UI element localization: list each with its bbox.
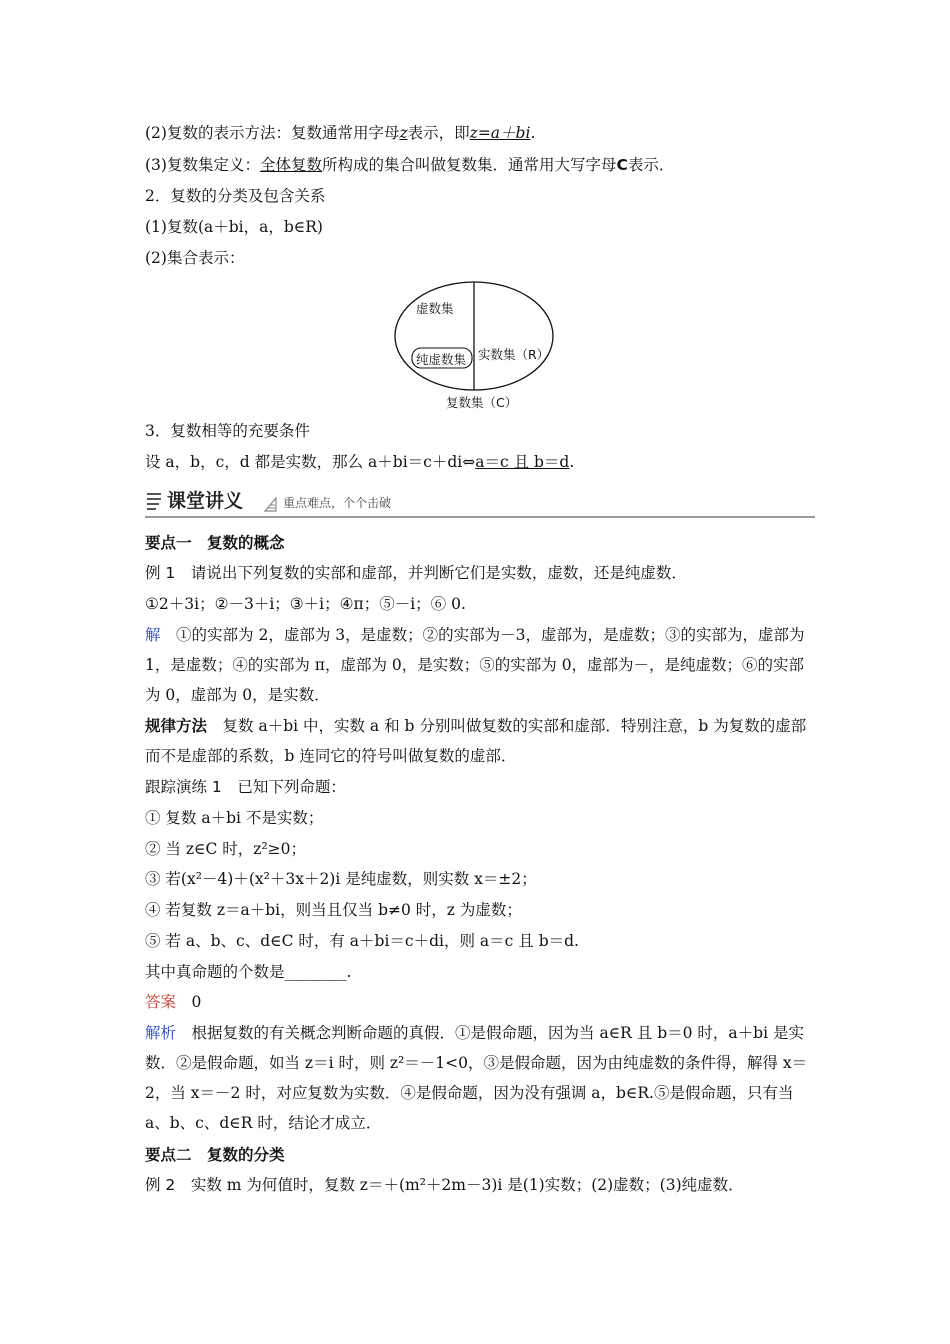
analysis <box>145 1018 815 1140</box>
drill-label: 跟踪演练 1 <box>145 778 222 796</box>
set-diagram <box>385 275 565 415</box>
example1-items: ①2＋3i；②－3＋i；③＋i；④π；⑤－i；⑥ 0. <box>145 595 466 613</box>
rule-text: 复数 a＋bi 中，实数 a 和 b 分别叫做复数的实部和虚部．特别注意，b 为复数的虚部而不是虚部的系数，b 连同它的符号叫做复数的虚部． <box>145 717 807 765</box>
heading-equality: 3．复数相等的充要条件 <box>145 422 310 440</box>
drill1 <box>145 772 815 802</box>
banner-triangle-icon <box>263 495 277 513</box>
text: (2)复数的表示方法：复数通常用字母 <box>145 124 400 142</box>
answer <box>145 987 815 1017</box>
analysis-label: 解析 <box>145 1024 177 1042</box>
answer-label: 答案 <box>145 993 177 1011</box>
text: 表示． <box>627 156 675 174</box>
text: (3)复数集定义： <box>145 156 260 174</box>
example-text: 实数 m 为何值时，复数 z＝＋(m²＋2m－3)i 是(1)实数；(2)虚数；(3)纯虚数． <box>190 1176 744 1194</box>
section-banner <box>145 488 815 518</box>
section2-heading: 要点二 复数的分类 <box>145 1146 285 1164</box>
banner-rule <box>145 516 815 518</box>
drill-text: 已知下列命题： <box>237 778 346 796</box>
proposition-3: ③ 若(x²－4)＋(x²＋3x＋2)i 是纯虚数，则实数 x＝±2； <box>145 870 537 888</box>
example-label: 例 1 <box>145 564 176 582</box>
underlined-z: z <box>399 124 408 142</box>
line-equality-condition <box>145 447 815 477</box>
line-set-representation: (2)集合表示： <box>145 249 245 267</box>
banner-subtitle: 重点难点，个个击破 <box>283 496 392 510</box>
solution-text: ①的实部为 2，虚部为 3，是虚数；②的实部为－3，虚部为，是虚数；③的实部为，虚部为 1，是虚数；④的实部为 π，虚部为 0，是实数；⑤的实部为 0，虚部为－，是纯虚数；⑥的实部为 0，虚部为 0，是实数． <box>145 626 805 704</box>
question: 其中真命题的个数是________. <box>145 963 352 981</box>
proposition-2: ② 当 z∈C 时，z²≥0； <box>145 840 307 858</box>
example-label: 例 2 <box>145 1176 176 1194</box>
line-complex-form: (1)复数(a＋bi，a，b∈R) <box>145 218 323 236</box>
underlined-condition: a＝c 且 b＝d <box>475 453 570 471</box>
imag-set-label: 虚数集 <box>416 301 454 316</box>
rule-label: 规律方法 <box>145 717 208 735</box>
proposition-4: ④ 若复数 z＝a＋bi，则当且仅当 b≠0 时，z 为虚数； <box>145 901 522 919</box>
banner-stripes-icon <box>145 491 163 513</box>
banner-title: 课堂讲义 <box>167 490 244 512</box>
complex-set-label: 复数集（C） <box>446 395 518 410</box>
solution1 <box>145 620 815 712</box>
text: . <box>530 124 536 142</box>
real-set-label: 实数集（R） <box>478 347 550 362</box>
example1 <box>145 558 815 588</box>
underlined-term: 全体复数 <box>259 156 322 174</box>
text: 所构成的集合叫做复数集．通常用大写字母 <box>321 156 617 174</box>
underlined-formula: z=a＋bi <box>469 124 531 142</box>
text: 表示，即 <box>407 124 470 142</box>
text: . <box>569 453 575 471</box>
line-set-definition <box>145 150 815 180</box>
proposition-5: ⑤ 若 a、b、c、d∈C 时，有 a＋bi＝c＋di，则 a＝c 且 b＝d. <box>145 932 579 950</box>
set-symbol-c: C <box>616 156 628 174</box>
pure-imag-set-label: 纯虚数集 <box>416 352 467 367</box>
example2 <box>145 1170 815 1200</box>
proposition-1: ① 复数 a＋bi 不是实数； <box>145 809 324 827</box>
answer-text: 0 <box>191 993 202 1011</box>
section1-heading: 要点一 复数的概念 <box>145 534 285 552</box>
example-text: 请说出下列复数的实部和虚部，并判断它们是实数，虚数，还是纯虚数． <box>190 564 687 582</box>
line-representation <box>145 118 815 148</box>
text: 设 a，b，c，d 都是实数，那么 a＋bi＝c＋di⇔ <box>145 453 476 471</box>
solution-label: 解 <box>145 626 161 644</box>
analysis-text: 根据复数的有关概念判断命题的真假．①是假命题，因为当 a∈R 且 b＝0 时，a＋bi 是实数．②是假命题，如当 z＝i 时，则 z²＝－1<0，③是假命题，因为由纯虚数的条件得，解得 x＝2，当 x＝－2 时，对应复数为实数．④是假命题，因为没有强调 a，b∈R.⑤是假命题，只有当 a、b、c、d∈R 时，结论才成立． <box>145 1024 808 1132</box>
heading-classification: 2．复数的分类及包含关系 <box>145 187 326 205</box>
rule-method <box>145 711 815 773</box>
